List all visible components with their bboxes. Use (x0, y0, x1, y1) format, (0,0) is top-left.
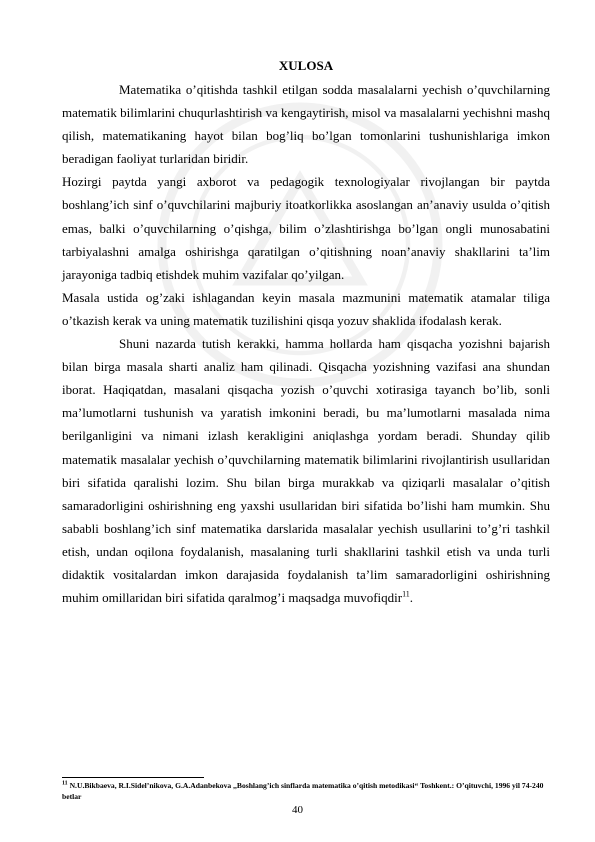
document-body (62, 78, 550, 609)
page-title: XULOSA (278, 58, 334, 73)
footnote-text: N.U.Bikbaeva, R.I.Sidel’nikova, G.A.Adanbekova ,,Boshlang’ich sinflarda matematika o’qitish metodikasi“ Toshkent.: O’qituvchi, 1996 yil 74-240 betlar (62, 781, 544, 801)
footnote (62, 780, 550, 802)
footnote-marker: 11 (62, 780, 68, 787)
paragraph-4: Shuni nazarda tutish kerakki, hamma hollarda ham qisqacha yozishni bajarish bilan birga masala sharti analiz ham qilinadi. Qisqacha yozishning vazifasi ana shundan iborat. Haqiqatdan, masalani qisqacha yozish o’quvchi xotirasiga tayanch bo’lib, sonli ma’lumotlarni tushunish va yaratish imkonini beradi, bu ma’lumotlarni masalada nima berilganligini va nimani izlash kerakligini aniqlashga yordam beradi. Shunday qilib matematik masalalar yechish o’quvchilarning matematik bilimlarini rivojlantirish usullaridan biri sifatida qaralishi lozim. Shu bilan birga murakkab va qiziqarli masalalar o’qitish samaradorligini oshirishning eng yaxshi usullaridan biri sifatida bo’lishi ham mumkin. Shu sababli boshlang’ich sinf matematika darslarida masalalar yechish usullarini to’g’ri tashkil etish, undan oqilona foydalanish, masalaning turli shakllarini tashkil etish va unda turli didaktik vositalardan imkon darajasida foydalanish ta’lim samaradorligini oshirishning muhim omillaridan biri sifatida qaralmog’i maqsadga muvofiqdir$^{11}$. (62, 336, 550, 606)
paragraph-3: Masala ustida og’zaki ishlagandan keyin masala mazmunini matematik atamalar tiliga o’tkazish kerak va uning matematik tuzilishini qisqa yozuv shaklida ifodalash kerak. (62, 289, 550, 328)
paragraph-2: Hozirgi paytda yangi axborot va pedagogik texnologiyalar rivojlangan bir paytda boshlang’ich sinf o’quvchilarini majburiy itoatkorlikka asoslangan an’anaviy usulda o’qitish emas, balki o’quvchilarning o’qishga, bilim o’zlashtirishga bo’lgan ongli munosabatini tarbiyalashni amalga oshirishga qaratilgan o’qitishning noan’anaviy shakllarini ta’lim jarayoniga tadbiq etishdek muhim vazifalar qo’yilgan. (62, 174, 550, 282)
footnote-divider (62, 777, 204, 778)
footnote-reference[interactable]: 11 (402, 589, 410, 599)
paragraph-1: Matematika o’qitishda tashkil etilgan sodda masalalarni yechish o’quvchilarning matematik bilimlarini chuqurlashtirish va kengaytirish, misol va masalalarni yechishni mashq qilish, matematikaning hayot bilan bog’liq bo’lgan tomonlarini tushunishlariga imkon beradigan faoliyat turlaridan biridir. (62, 82, 550, 167)
paragraph-4-text: Shuni nazarda tutish kerakki, hamma hollarda ham qisqacha yozishni bajarish bilan birga masala sharti analiz ham qilinadi. Qisqacha yozishning vazifasi ana shundan iborat. Haqiqatdan, masalani qisqacha yozish o’quvchi xotirasiga tayanch bo’lib, sonli ma’lumotlarni tushunish va yaratish imkonini beradi, bu ma’lumotlarni masalada nima berilganligini va nimani izlash kerakligini aniqlashga yordam beradi. Shunday qilib matematik masalalar yechish o’quvchilarning matematik bilimlarini rivojlantirish usullaridan biri sifatida qaralishi lozim. Shu bilan birga murakkab va qiziqarli masalalar o’qitish samaradorligini oshirishning eng yaxshi usullaridan biri sifatida bo’lishi ham mumkin. Shu sababli boshlang’ich sinf matematika darslarida masalalar yechish usullarini to’g’ri tashkil etish, undan oqilona foydalanish, masalaning turli shakllarini tashkil etish va unda turli didaktik vositalardan imkon darajasida foydalanish ta’lim samaradorligini oshirishning muhim omillaridan biri sifatida qaralmog’i maqsadga muvofiqdir (62, 336, 550, 606)
page-number: 40 (292, 804, 303, 816)
